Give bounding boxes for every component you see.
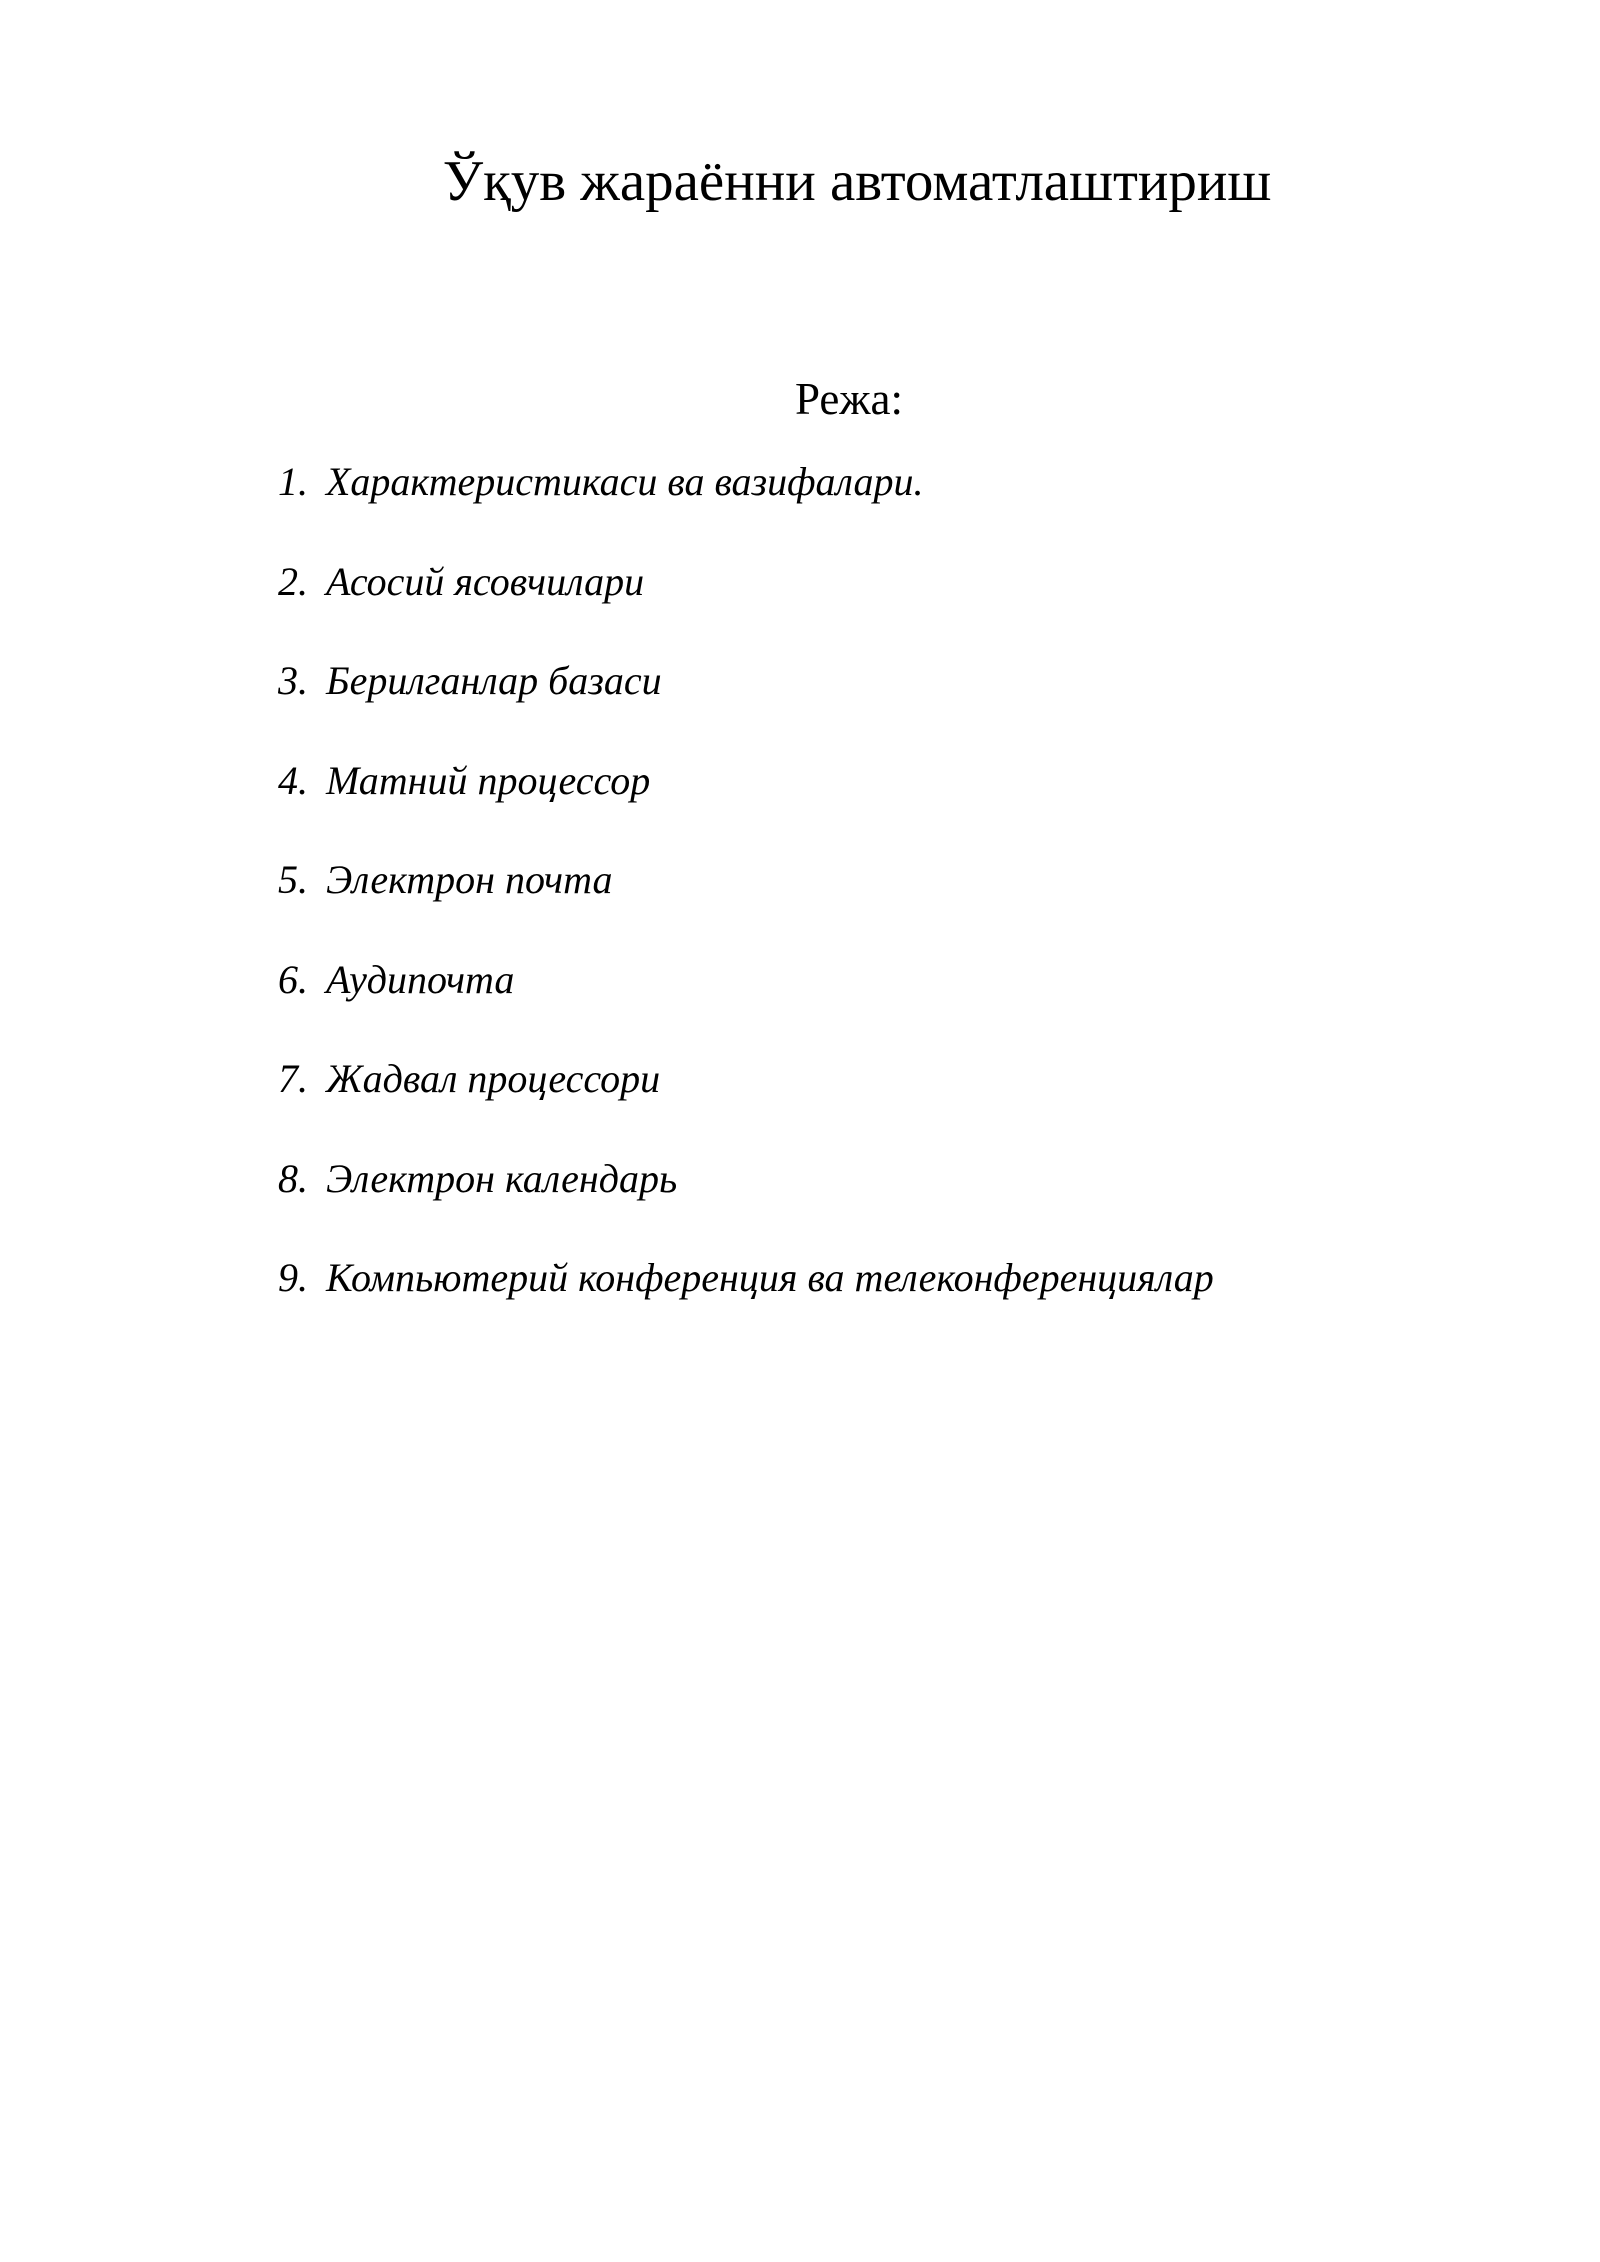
plan-item-6 <box>278 956 1478 1056</box>
plan-item-3 <box>278 657 1478 757</box>
plan-item-number: 2. <box>278 558 308 604</box>
plan-item-text: Характеристикаси ва вазифалари. <box>326 459 924 504</box>
plan-item-text: Аудипочта <box>326 956 515 1002</box>
plan-heading: Режа: <box>795 374 903 424</box>
plan-item-1 <box>278 458 1478 558</box>
plan-item-4 <box>278 757 1478 857</box>
plan-item-text: Берилганлар базаси <box>326 658 662 703</box>
plan-item-7 <box>278 1055 1478 1155</box>
plan-item-number: 4. <box>278 757 308 803</box>
plan-item-text: Компьютерий конференция ва телеконференциялар <box>326 1255 1214 1300</box>
plan-item-number: 7. <box>278 1056 308 1101</box>
plan-item-number: 1. <box>278 459 308 504</box>
plan-item-9 <box>278 1254 1478 1354</box>
plan-item-text: Жадвал процессори <box>326 1056 661 1101</box>
plan-item-text: Матний процессор <box>326 757 651 803</box>
plan-item-number: 5. <box>278 857 308 902</box>
plan-item-8 <box>278 1155 1478 1255</box>
plan-item-5 <box>278 856 1478 956</box>
plan-item-text: Асосий ясовчилари <box>326 558 645 604</box>
plan-item-2 <box>278 558 1478 658</box>
plan-item-number: 3. <box>278 658 308 703</box>
plan-item-number: 8. <box>278 1155 308 1201</box>
plan-item-number: 9. <box>278 1255 308 1300</box>
plan-list <box>278 458 1478 1354</box>
plan-item-number: 6. <box>278 956 308 1002</box>
document-title: Ўқув жараённи автоматлаштириш <box>442 150 1272 213</box>
plan-item-text: Электрон календарь <box>326 1155 678 1201</box>
plan-item-text: Электрон почта <box>326 857 613 902</box>
